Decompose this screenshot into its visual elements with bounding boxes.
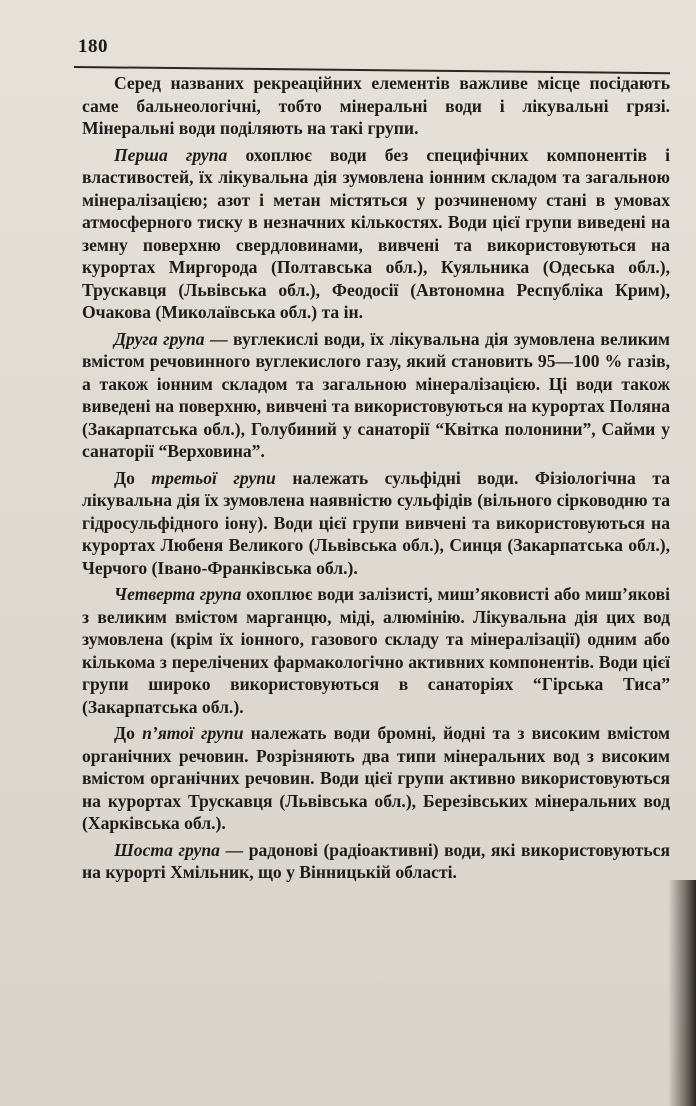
paragraph-group-6 (82, 839, 670, 884)
group-term: третьої групи (151, 467, 276, 488)
paragraph-group-4 (82, 583, 670, 718)
group-term: Перша група (114, 144, 228, 165)
paragraph-text: належать води бромні, йодні та з високим вмістом органічних речовин. Розрізняють два типи мінеральних вод з високим вмістом органічних речовин. Води цієї групи активно використовуються на курортах Трускавця (Львівська обл.), Березівських мінеральних вод (Харківська обл.). (82, 723, 670, 833)
paragraph-lead: До (114, 723, 143, 743)
paragraph-intro (82, 72, 670, 140)
paragraph-text: — радонові (радіоактивні) води, які використовуються на курорті Хмільник, що у Вінницькій області. (82, 839, 670, 882)
page-edge-shadow (668, 880, 696, 1106)
group-term: Четверта група (114, 584, 242, 604)
group-term: Друга група (114, 328, 205, 349)
page-number: 180 (78, 36, 108, 57)
paragraph-text: охоплює води залізисті, миш’яковисті або миш’якові з великим вмістом марганцю, міді, алюмінію. Лікувальна дія цих вод зумовлена (крім їх іонного, газового складу та мінералізації) одним або кількома з перелічених фармакологічно активних компонентів. Води цієї групи широко використовуються в санаторіях “Гірська Тиса” (Закарпатська обл.). (82, 584, 670, 717)
paragraph-text: Серед названих рекреаційних елементів важливе місце посідають саме бальнеологічні, тобто мінеральні води і лікувальні грязі. Мінеральні води поділяють на такі групи. (82, 73, 670, 138)
paragraph-lead: До (114, 467, 152, 488)
paragraph-group-2 (82, 328, 670, 463)
group-term: п’ятої групи (142, 723, 244, 743)
paragraph-group-3 (82, 467, 670, 580)
paragraph-group-5 (82, 722, 670, 835)
paragraph-text: належать сульфідні води. Фізіологічна та лікувальна дія їх зумовлена наявністю сульфідів (вільного сірководню та гідросульфідного іону). Води цієї групи вивчені та використовуються на курортах Любеня Великого (Львівська обл.), Синця (Закарпатська обл.), Черчого (Івано-Франківська обл.). (82, 467, 670, 578)
paragraph-group-1 (82, 144, 670, 324)
paragraph-text: — вуглекислі води, їх лікувальна дія зумовлена великим вмістом речовинного вуглекислого газу, який становить 95—100 % газів, а також іонним складом та загальною мінералізацією. Ці води також виведені на поверхню, вивчені та використовуються на курортах Поляна (Закарпатська обл.), Голубиний у санаторії “Квітка полонини”, Сайми у санаторії “Верховина”. (82, 328, 670, 461)
paragraph-text: охоплює води без специфічних компонентів і властивостей, їх лікувальна дія зумовлена іонним складом та загальною мінералізацією; азот і метан містяться у розчиненому стані в умовах атмосферного тиску в незначних кількостях. Води цієї групи виведені на земну поверхню свердловинами, вивчені та використовуються на курортах Миргорода (Полтавська обл.), Куяльника (Одеська обл.), Трускавця (Львівська обл.), Феодосії (Автономна Республіка Крим), Очакова (Миколаївська обл.) та ін. (82, 144, 670, 322)
group-term: Шоста група (114, 839, 220, 860)
page-body (82, 72, 670, 884)
